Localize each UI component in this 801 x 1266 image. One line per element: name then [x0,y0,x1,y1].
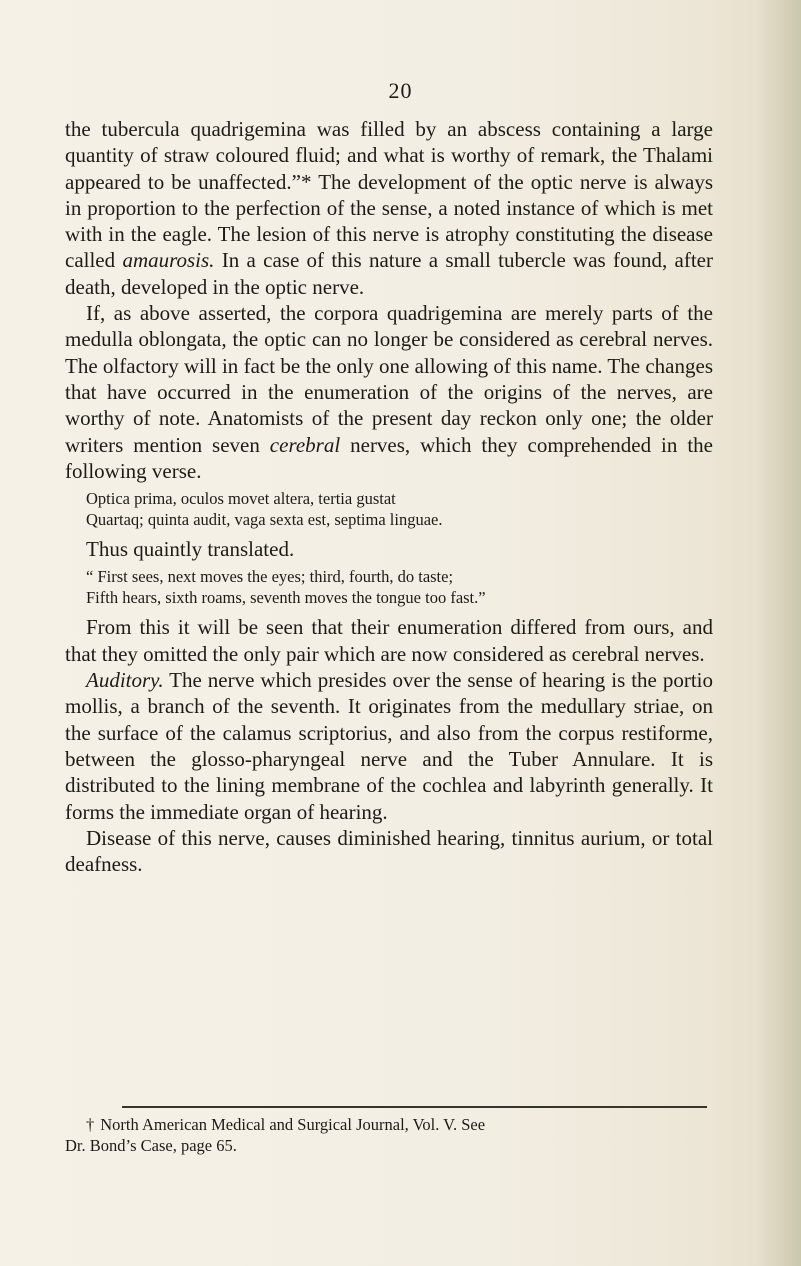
body-text [65,116,713,877]
english-verse-line-2: Fifth hears, sixth roams, seventh moves the tongue too fast.” [86,588,486,608]
footnote-divider [122,1106,707,1108]
paragraph-1: the tubercula quadrigemina was filled by an abscess containing a large quantity of straw coloured fluid; and what is worthy of remark, the Thalami appeared to be unaffected.”* The development of the optic nerve is always in proportion to the perfection of the sense, a noted instance of which is met with in the eagle. The lesion of this nerve is atrophy constituting the disease called amaurosis. In a case of this nature a small tubercle was found, after death, developed in the optic nerve. [65,117,714,299]
latin-verse-line-1: Optica prima, oculos movet altera, tertia gustat [86,489,396,509]
term-amaurosis: amaurosis. [122,248,215,273]
heading-auditory: Auditory. [86,668,164,693]
paragraph-4: From this it will be seen that their enumeration differed from ours, and that they omitted the only pair which are now considered as cerebral nerves. [65,615,713,666]
footnote [65,1114,713,1156]
footnote-marker: † [86,1115,95,1134]
paragraph-2: If, as above asserted, the corpora quadrigemina are merely parts of the medulla oblongata, the optic can no longer be considered as cerebral nerves. The olfactory will in fact be the only one allowing of this name. The changes that have occurred in the enumeration of the origins of the nerves, are worthy of note. Anatomists of the present day reckon only one; the older writers mention seven cerebral nerves, which they comprehended in the following verse. [65,301,713,483]
footnote-line-1: North American Medical and Surgical Journal, Vol. V. See [100,1115,486,1134]
paragraph-5: Auditory. The nerve which presides over the sense of hearing is the portio mollis, a branch of the seventh. It originates from the medullary striae, on the surface of the calamus scriptorius, and also from the corpus restiforme, between the glosso-pharyngeal nerve and the Tuber Annulare. It is distributed to the lining membrane of the cochlea and labyrinth generally. It forms the immediate organ of hearing. [65,668,713,824]
latin-verse [65,488,713,530]
english-verse-line-1: “ First sees, next moves the eyes; third, fourth, do taste; [86,567,454,587]
page-edge-shadow [755,0,801,1266]
paragraph-3: Thus quaintly translated. [86,537,295,562]
footnote-line-2: Dr. Bond’s Case, page 65. [65,1136,237,1155]
page-number: 20 [388,78,413,103]
paragraph-6: Disease of this nerve, causes diminished hearing, tinnitus aurium, or total deafness. [65,825,713,877]
latin-verse-line-2: Quartaq; quinta audit, vaga sexta est, septima linguae. [86,510,443,530]
english-verse [65,566,713,608]
term-cerebral: cerebral [269,432,341,457]
